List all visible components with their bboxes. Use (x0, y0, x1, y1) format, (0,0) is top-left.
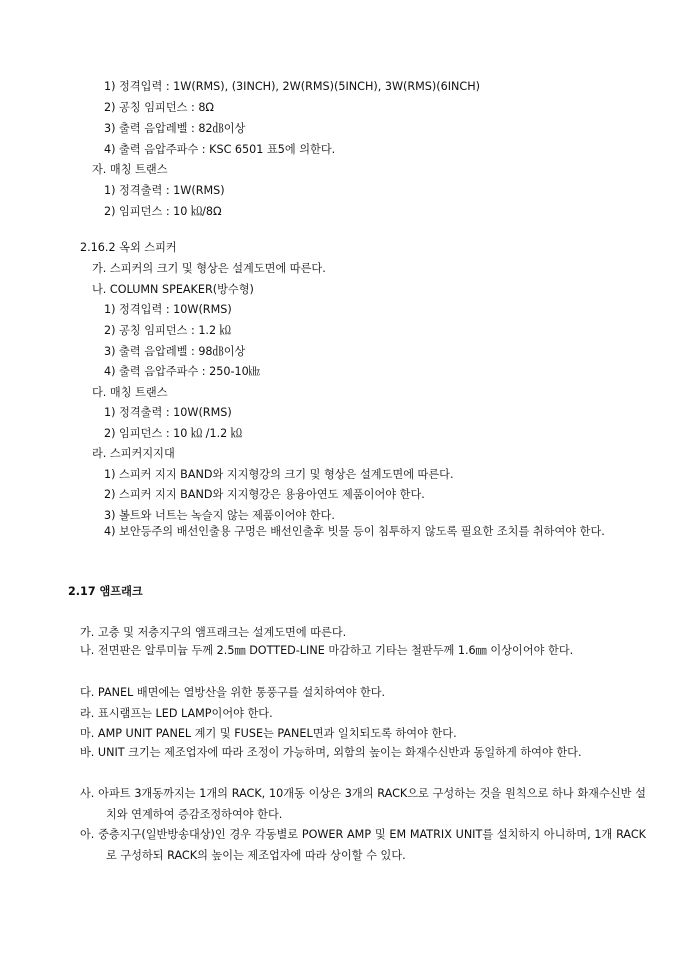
list-item: 2) 임피던스 : 10 ㏀ /1.2 ㏀ (104, 427, 242, 440)
spec-spl: 3) 출력 음압레벨 : 82㏈이상 (104, 122, 246, 135)
list-item: 3) 볼트와 너트는 녹슬지 않는 제품이어야 한다. (104, 509, 335, 522)
list-item: 2) 스피커 지지 BAND와 지지형강은 용융아연도 제품이어야 한다. (104, 488, 425, 501)
list-item: 라. 표시램프는 LED LAMP이어야 한다. (80, 707, 273, 720)
list-item: 3) 출력 음압레벨 : 98㏈이상 (104, 345, 246, 358)
list-item: 나. 전면판은 알루미늄 두께 2.5㎜ DOTTED-LINE 마감하고 기타는 철판두께 1.6㎜ 이상이어야 한다. (80, 644, 574, 657)
list-item: 가. 고층 및 저층지구의 앰프래크는 설계도면에 따른다. (80, 626, 347, 639)
spec-impedance: 2) 공칭 임피던스 : 8Ω (104, 101, 214, 114)
section-heading-217: 2.17 앰프래크 (68, 585, 143, 598)
section-heading-2162: 2.16.2 옥외 스피커 (80, 241, 177, 254)
spec-frequency: 4) 출력 음압주파수 : KSC 6501 표5에 의한다. (104, 143, 336, 156)
list-item: 4) 보안등주의 배선인출용 구멍은 배선인출후 빗물 등이 침투하지 않도록 필요한 조치를 취하여야 한다. (104, 525, 605, 538)
list-item: 4) 출력 음압주파수 : 250-10㎑ (104, 365, 260, 378)
spec-rated-output: 1) 정격출력 : 1W(RMS) (104, 184, 225, 197)
subsection-matching-trans: 자. 매칭 트랜스 (92, 163, 168, 176)
list-item: 아. 중층지구(일반방송대상)인 경우 각동별로 POWER AMP 및 EM MATRIX UNIT를 설치하지 아니하며, 1개 RACK로 구성하되 RACK의 높이는 제조업자에 따라 상이할 수 있다. (80, 828, 646, 862)
list-item: 사. 아파트 3개동까지는 1개의 RACK, 10개동 이상은 3개의 RACK으로 구성하는 것을 원칙으로 하나 화재수신반 설치와 연계하여 증감조정하여야 한다. (80, 787, 646, 821)
list-item: 1) 정격입력 : 10W(RMS) (104, 303, 232, 316)
list-item: 1) 스피커 지지 BAND와 지지형강의 크기 및 형상은 설계도면에 따른다. (104, 468, 454, 481)
list-item: 1) 정격출력 : 10W(RMS) (104, 406, 232, 419)
list-item: 다. 매칭 트랜스 (92, 386, 168, 399)
list-item: 다. PANEL 배면에는 열방산을 위한 통풍구를 설치하여야 한다. (80, 686, 386, 699)
list-item: 나. COLUMN SPEAKER(방수형) (92, 283, 254, 296)
list-item: 라. 스피커지지대 (92, 447, 175, 460)
spec-trans-impedance: 2) 임피던스 : 10 ㏀/8Ω (104, 205, 222, 218)
list-item: 마. AMP UNIT PANEL 계기 및 FUSE는 PANEL면과 일치되도록 하여야 한다. (80, 727, 457, 740)
list-item: 2) 공칭 임피던스 : 1.2 ㏀ (104, 324, 231, 337)
list-item: 가. 스피커의 크기 및 형상은 설계도면에 따른다. (92, 262, 326, 275)
spec-rated-input: 1) 정격입력 : 1W(RMS), (3INCH), 2W(RMS)(5INCH), 3W(RMS)(6INCH) (104, 80, 481, 93)
list-item: 바. UNIT 크기는 제조업자에 따라 조정이 가능하며, 외함의 높이는 화재수신반과 동일하게 하여야 한다. (80, 746, 582, 759)
